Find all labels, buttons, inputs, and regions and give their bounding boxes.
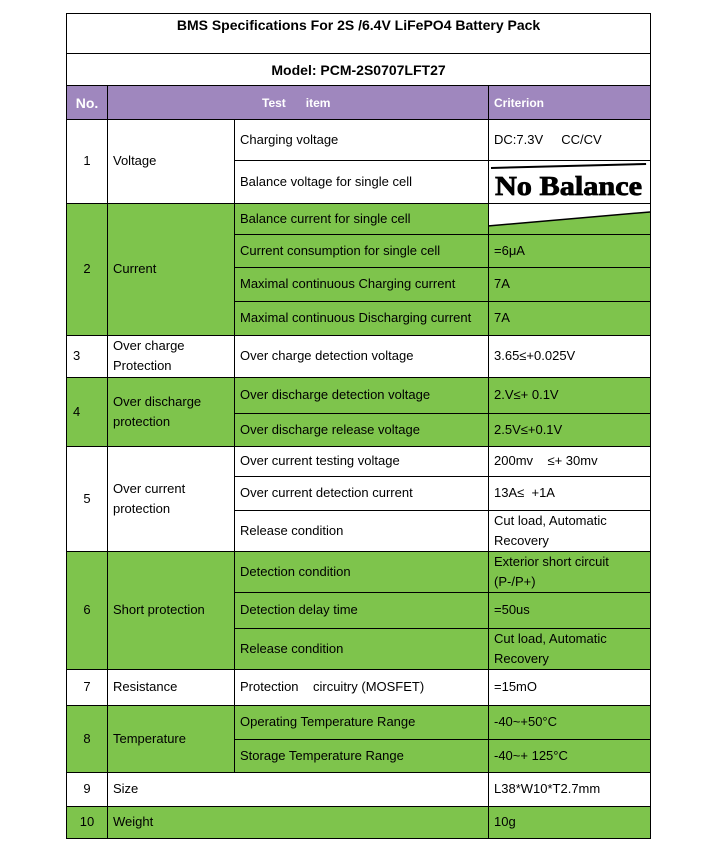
row-number: 1 xyxy=(67,120,108,204)
table-row xyxy=(67,377,651,413)
header-row xyxy=(67,86,651,120)
table-row xyxy=(67,806,651,838)
criterion-value: 10g xyxy=(489,806,651,838)
criterion-value: Cut load, Automatic Recovery xyxy=(489,510,651,551)
criterion-value: 2.V≤+ 0.1V xyxy=(489,377,651,413)
criterion-value: =50us xyxy=(489,592,651,628)
row-category: Over charge Protection xyxy=(108,335,235,377)
test-item: Over current detection current xyxy=(235,476,489,510)
table-row xyxy=(67,705,651,739)
bms-spec-table xyxy=(66,13,651,839)
criterion-value-blank xyxy=(489,203,651,234)
criterion-value: -40~+50°C xyxy=(489,705,651,739)
test-item: Maximal continuous Discharging current xyxy=(235,301,489,335)
row-number: 8 xyxy=(67,705,108,772)
criterion-value: Exterior short circuit (P-/P+) xyxy=(489,551,651,592)
row-number: 10 xyxy=(67,806,108,838)
test-item: Storage Temperature Range xyxy=(235,739,489,772)
row-number: 6 xyxy=(67,551,108,669)
criterion-value: =6μA xyxy=(489,234,651,267)
title-row xyxy=(67,14,651,54)
table-row xyxy=(67,772,651,806)
row-number: 2 xyxy=(67,203,108,335)
test-item: Charging voltage xyxy=(235,120,489,161)
criterion-value: L38*W10*T2.7mm xyxy=(489,772,651,806)
test-item: Over discharge release voltage xyxy=(235,413,489,446)
row-category: Current xyxy=(108,203,235,335)
row-number: 4 xyxy=(67,377,108,446)
test-item: Balance current for single cell xyxy=(235,203,489,234)
row-category: Over discharge protection xyxy=(108,377,235,446)
table-row xyxy=(67,669,651,705)
test-item: Protection circuitry (MOSFET) xyxy=(235,669,489,705)
criterion-value: 200mv ≤+ 30mv xyxy=(489,446,651,476)
row-category: Voltage xyxy=(108,120,235,204)
header-test-item: Test item xyxy=(108,86,489,120)
strike-line xyxy=(489,204,650,234)
test-item: Release condition xyxy=(235,628,489,669)
test-item: Over discharge detection voltage xyxy=(235,377,489,413)
row-category: Size xyxy=(108,772,489,806)
row-category: Temperature xyxy=(108,705,235,772)
criterion-value: DC:7.3V CC/CV xyxy=(489,120,651,161)
test-item: Detection condition xyxy=(235,551,489,592)
row-category: Weight xyxy=(108,806,489,838)
test-item: Current consumption for single cell xyxy=(235,234,489,267)
no-balance-stamp xyxy=(489,161,651,204)
criterion-value: Cut load, Automatic Recovery xyxy=(489,628,651,669)
criterion-value: 13A≤ +1A xyxy=(489,476,651,510)
criterion-value: 7A xyxy=(489,267,651,301)
no-balance-text: No Balance xyxy=(494,170,643,202)
table-row xyxy=(67,551,651,592)
table-row xyxy=(67,120,651,161)
model-row xyxy=(67,54,651,86)
test-item: Detection delay time xyxy=(235,592,489,628)
test-item: Maximal continuous Charging current xyxy=(235,267,489,301)
row-category: Resistance xyxy=(108,669,235,705)
header-no: No. xyxy=(67,86,108,120)
test-item: Release condition xyxy=(235,510,489,551)
criterion-value: 7A xyxy=(489,301,651,335)
model-number: Model: PCM-2S0707LFT27 xyxy=(67,54,651,86)
criterion-value: =15mO xyxy=(489,669,651,705)
row-number: 9 xyxy=(67,772,108,806)
document-title: BMS Specifications For 2S /6.4V LiFePO4 Battery Pack xyxy=(67,14,651,54)
table-row xyxy=(67,335,651,377)
header-criterion: Criterion xyxy=(489,86,651,120)
row-category: Short protection xyxy=(108,551,235,669)
test-item: Over charge detection voltage xyxy=(235,335,489,377)
test-item: Over current testing voltage xyxy=(235,446,489,476)
test-item: Operating Temperature Range xyxy=(235,705,489,739)
table-row xyxy=(67,203,651,234)
test-item: Balance voltage for single cell xyxy=(235,161,489,204)
row-category: Over current protection xyxy=(108,446,235,551)
row-number: 3 xyxy=(67,335,108,377)
criterion-value: 2.5V≤+0.1V xyxy=(489,413,651,446)
criterion-value: -40~+ 125°C xyxy=(489,739,651,772)
row-number: 7 xyxy=(67,669,108,705)
criterion-value: 3.65≤+0.025V xyxy=(489,335,651,377)
table-row xyxy=(67,446,651,476)
no-balance-graphic xyxy=(489,161,650,203)
row-number: 5 xyxy=(67,446,108,551)
